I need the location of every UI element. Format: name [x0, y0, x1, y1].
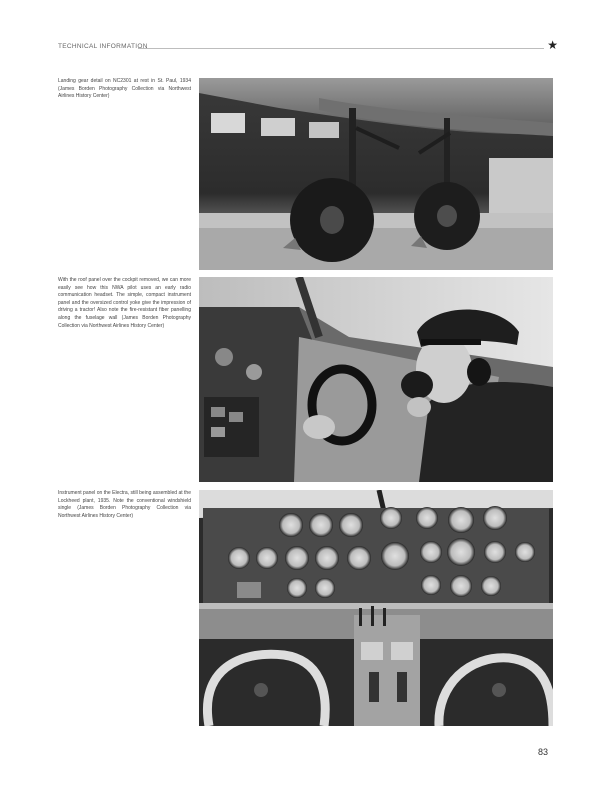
photo-landing-gear [199, 78, 553, 270]
star-icon: ★ [547, 38, 558, 52]
photo-instrument-panel [199, 490, 553, 726]
header-rule [138, 48, 544, 49]
running-header [58, 38, 558, 56]
photo-cockpit-pilot [199, 277, 553, 482]
caption-instrument-panel: Instrument panel on the Electra, still being assembled at the Lockheed plant, 1935. Note the conventional windshield single (James Borden Photography Collection via Northwest Airlines History Center) [58, 490, 191, 519]
caption-landing-gear: Landing gear detail on NC2301 at rest in St. Paul, 1934 (James Borden Photography Collection via Northwest Airlines History Center) [58, 78, 191, 100]
page-number: 83 [537, 747, 548, 757]
section-title: TECHNICAL INFORMATION [58, 43, 148, 50]
caption-cockpit-radio: With the roof panel over the cockpit removed, we can more easily see how this NWA pilot uses an early radio communication headset. The simple, compact instrument panel and the oversized control yoke give the impression of driving a tractor! Also note the fire-resistant fiber panelling along the fuselage wall (James Borden Photography Collection via Northwest Airlines History Center) [58, 277, 191, 329]
